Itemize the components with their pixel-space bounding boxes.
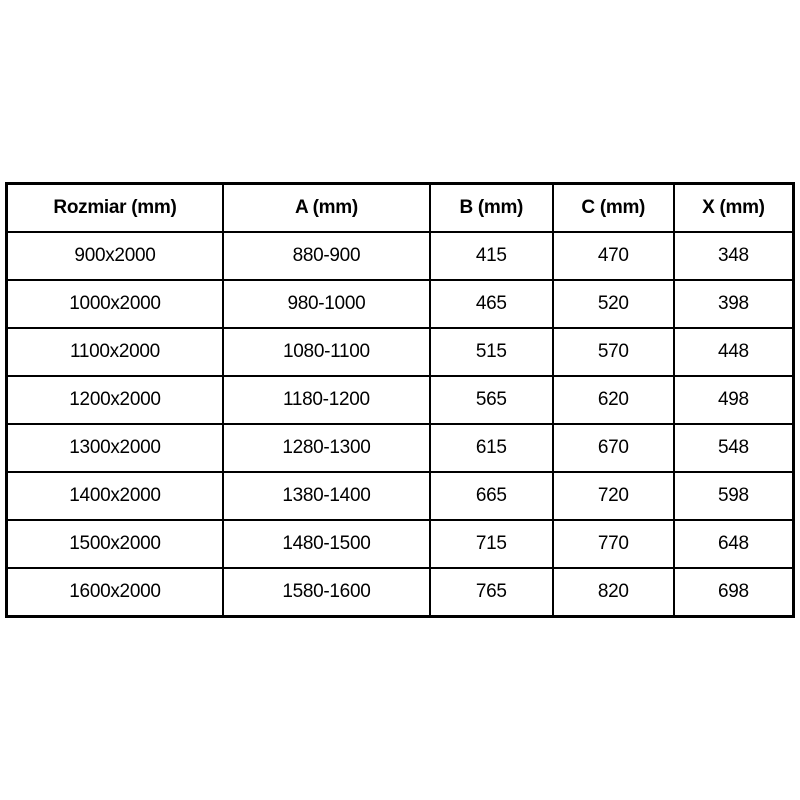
table-cell: 820 <box>553 568 674 617</box>
table-row <box>7 376 794 424</box>
table-cell: 1600x2000 <box>7 568 223 617</box>
table-cell: 670 <box>553 424 674 472</box>
size-specification-table <box>5 182 795 618</box>
table-cell: 1400x2000 <box>7 472 223 520</box>
table-cell: 598 <box>674 472 794 520</box>
column-header: C (mm) <box>553 184 674 233</box>
table-cell: 1180-1200 <box>223 376 430 424</box>
table-cell: 620 <box>553 376 674 424</box>
table-cell: 665 <box>430 472 553 520</box>
table-cell: 1000x2000 <box>7 280 223 328</box>
table-cell: 1380-1400 <box>223 472 430 520</box>
table-cell: 1300x2000 <box>7 424 223 472</box>
table-cell: 520 <box>553 280 674 328</box>
table-cell: 1100x2000 <box>7 328 223 376</box>
table-cell: 1080-1100 <box>223 328 430 376</box>
table-cell: 515 <box>430 328 553 376</box>
table-cell: 765 <box>430 568 553 617</box>
table-cell: 880-900 <box>223 232 430 280</box>
table-cell: 1200x2000 <box>7 376 223 424</box>
table-row <box>7 568 794 617</box>
table-cell: 1580-1600 <box>223 568 430 617</box>
table-row <box>7 328 794 376</box>
table-cell: 470 <box>553 232 674 280</box>
table-cell: 565 <box>430 376 553 424</box>
table-cell: 1500x2000 <box>7 520 223 568</box>
table-cell: 980-1000 <box>223 280 430 328</box>
table-row <box>7 232 794 280</box>
column-header: A (mm) <box>223 184 430 233</box>
table-cell: 448 <box>674 328 794 376</box>
table-row <box>7 280 794 328</box>
table-cell: 398 <box>674 280 794 328</box>
table-body <box>7 232 794 617</box>
table-cell: 615 <box>430 424 553 472</box>
table-row <box>7 472 794 520</box>
table-cell: 1280-1300 <box>223 424 430 472</box>
table-cell: 900x2000 <box>7 232 223 280</box>
table-cell: 648 <box>674 520 794 568</box>
table-cell: 698 <box>674 568 794 617</box>
table-cell: 415 <box>430 232 553 280</box>
table-cell: 720 <box>553 472 674 520</box>
table-cell: 548 <box>674 424 794 472</box>
table-cell: 1480-1500 <box>223 520 430 568</box>
column-header: Rozmiar (mm) <box>7 184 223 233</box>
table-cell: 770 <box>553 520 674 568</box>
table-cell: 348 <box>674 232 794 280</box>
table-cell: 498 <box>674 376 794 424</box>
header-row <box>7 184 794 233</box>
column-header: X (mm) <box>674 184 794 233</box>
table-cell: 715 <box>430 520 553 568</box>
table-cell: 465 <box>430 280 553 328</box>
table-row <box>7 424 794 472</box>
column-header: B (mm) <box>430 184 553 233</box>
table-cell: 570 <box>553 328 674 376</box>
table-row <box>7 520 794 568</box>
